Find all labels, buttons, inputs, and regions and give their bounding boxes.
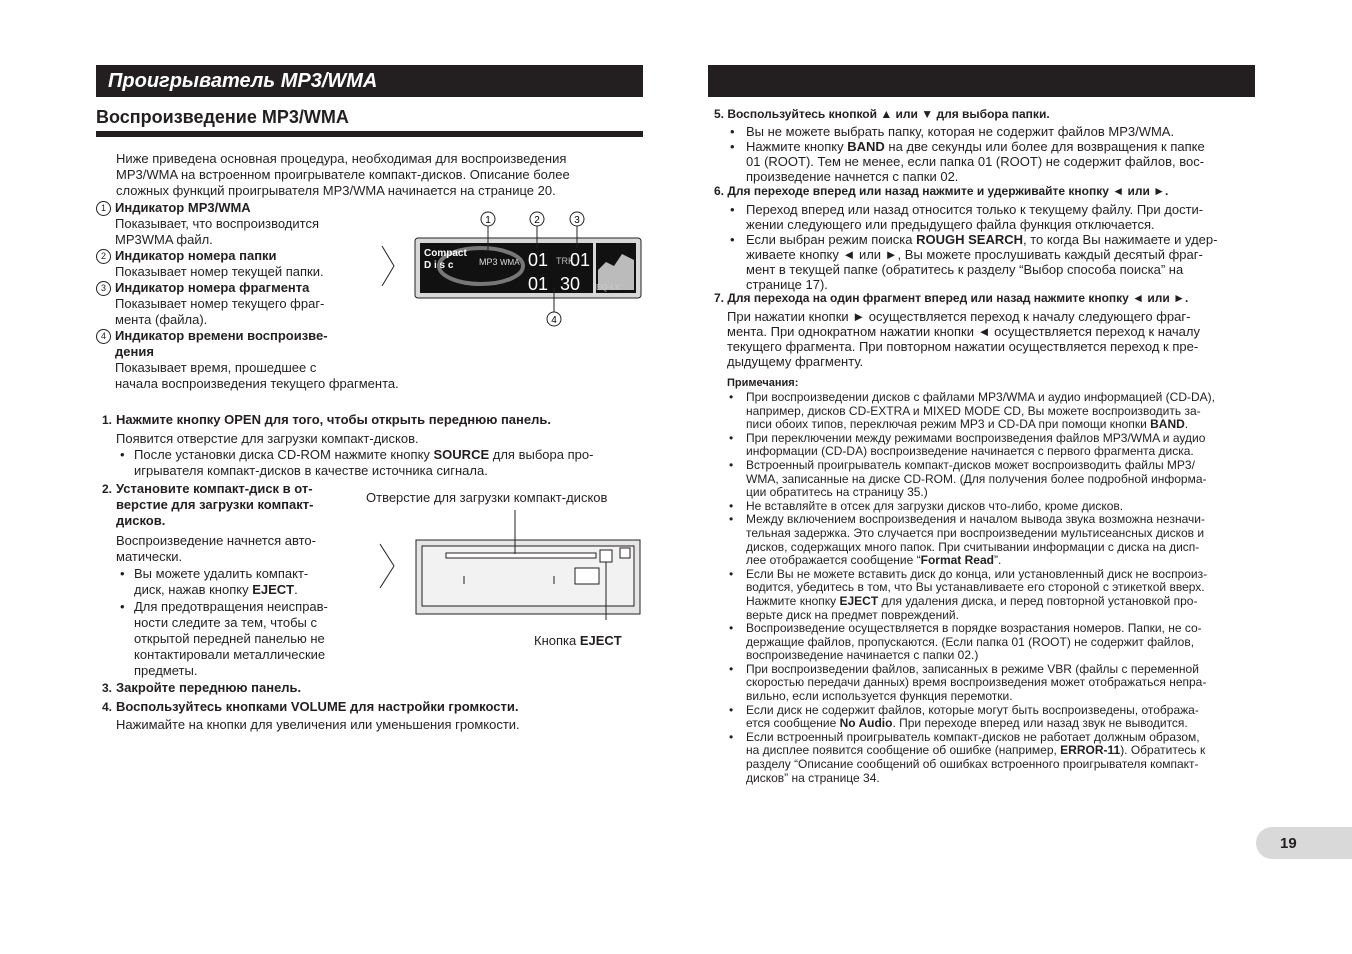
step-number: 2. — [102, 482, 113, 496]
bullet-icon: • — [730, 232, 735, 247]
text: тельная задержка. Это случается при воспроизведении мультисеансных дисков и — [746, 525, 1205, 540]
step-2-title — [116, 481, 313, 529]
text: Нажмите кнопку — [746, 139, 848, 154]
text: . При переходе вперед или назад звук не выводится. — [892, 716, 1188, 731]
text: например, дисков CD-EXTRA и MIXED MODE CD, Вы можете воспроизводить за- — [746, 403, 1201, 418]
indicator-title: Индикатор номера фрагмента — [115, 280, 310, 296]
text: дисков. — [116, 513, 166, 528]
callout-number: 2 — [534, 215, 540, 226]
step-6-bullet-1 — [746, 202, 1203, 232]
text: ции обратитесь на страницу 35.) — [746, 485, 928, 500]
text-bold: Format Read — [920, 553, 994, 568]
indicator-desc: Показывает время, прошедшее с — [115, 360, 317, 376]
note — [729, 622, 1259, 663]
bullet-icon: • — [120, 599, 125, 614]
text: 01 (ROOT). Тем не менее, если папка 01 (ROOT) не содержит файлов, вос- — [746, 154, 1205, 169]
trk-label: TRK — [556, 256, 574, 266]
text: . — [294, 582, 298, 597]
compact-logo: Compact — [424, 248, 467, 259]
text: WMA, записанные на диске CD-ROM. (Для получения более подробной информа- — [746, 471, 1207, 486]
indicator-desc: Показывает номер текущего фраг- — [115, 296, 325, 312]
indicator-title: дения — [115, 344, 154, 360]
text: предметы. — [134, 663, 198, 678]
text: ется сообщение — [746, 716, 840, 731]
text: Не вставляйте в отсек для загрузки дисков что-либо, кроме дисков. — [746, 498, 1124, 513]
text: для выбора про- — [489, 447, 594, 462]
callout-number: 4 — [551, 315, 557, 326]
step-3-title: Закройте переднюю панель. — [116, 680, 302, 695]
callout-number: 4 — [96, 329, 111, 344]
text: скоростью передачи данных) время воспроизведения может отображаться непра- — [746, 675, 1207, 690]
text: произведение начнется с папки 02. — [746, 169, 959, 184]
eject-label — [534, 633, 622, 649]
note — [729, 513, 1259, 567]
text: дисков, содержащих много папок. При считывании информации с диска на дисп- — [746, 539, 1200, 554]
section-title: Воспроизведение MP3/WMA — [96, 107, 349, 127]
text: информации (CD-DA) воспроизведение начинается с первого фрагмента диска. — [746, 444, 1194, 459]
indicator-title: Индикатор MP3/WMA — [115, 200, 251, 215]
text-bold: EJECT — [252, 582, 295, 597]
text: мента. При однократном нажатии кнопки ◄ осуществляется переход к началу — [727, 324, 1200, 339]
step-number: 3. — [102, 681, 113, 695]
step-5-bullet-2 — [746, 139, 1205, 184]
text: верстие для загрузки компакт- — [116, 497, 314, 512]
text: Встроенный проигрыватель компакт-дисков может воспроизводить файлы MP3/ — [746, 457, 1195, 472]
folder-number: 01 — [528, 250, 549, 270]
bullet-icon: • — [120, 447, 125, 462]
step-number: 1. — [102, 413, 113, 427]
text: Установите компакт-диск в от- — [116, 481, 313, 496]
display-illustration — [378, 208, 648, 332]
text-bold: BAND — [847, 139, 885, 154]
indicator-desc: MP3WMA файл. — [115, 232, 213, 248]
text: Если Вы не можете вставить диск до конца, или установленный диск не воспроиз- — [746, 566, 1208, 581]
intro-line: сложных функций проигрывателя MP3/WMA начинается на странице 20. — [116, 183, 556, 198]
text: Если выбран режим поиска — [746, 232, 917, 247]
intro-line: Ниже приведена основная процедура, необходимая для воспроизведения — [116, 151, 567, 166]
bullet-icon: • — [729, 729, 734, 744]
text: писи обоих типов, переключая режим MP3 и CD-DA при помощи кнопки — [746, 417, 1151, 432]
text: Кнопка — [534, 633, 580, 648]
text-bold: BAND — [1150, 417, 1185, 432]
text: Между включением воспроизведения и началом вывода звука возможна незначи- — [746, 512, 1205, 527]
note — [729, 568, 1259, 622]
note — [729, 432, 1259, 459]
note — [729, 500, 1259, 514]
bullet-icon: • — [729, 498, 734, 513]
notes-title: Примечания: — [727, 377, 799, 389]
step-7-text — [727, 309, 1200, 369]
indicator-title: Индикатор времени воспроизве- — [115, 328, 328, 344]
step-5-title: 5. Воспользуйтесь кнопкой ▲ или ▼ для выбора папки. — [714, 107, 1050, 121]
step-5-bullet-1: Вы не можете выбрать папку, которая не содержит файлов MP3/WMA. — [746, 124, 1175, 139]
note — [729, 731, 1259, 785]
text: Нажмите кнопку — [746, 593, 840, 608]
bullet-icon: • — [729, 566, 734, 581]
intro-text — [116, 151, 636, 199]
disc-logo: D i s c — [424, 260, 454, 271]
text: дыдущему фрагменту. — [727, 354, 864, 369]
bullet-icon: • — [730, 202, 735, 217]
text-bold: No Audio — [839, 716, 893, 731]
text: мент в текущей папке (обратитесь к разделу “Выбор способа поиска” на — [746, 262, 1184, 277]
cd-unit-illustration — [378, 508, 644, 620]
text: ”. — [993, 553, 1002, 568]
track-number: 01 — [570, 250, 591, 270]
text: При нажатии кнопки ► осуществляется переход к началу следующего фраг- — [727, 309, 1191, 324]
bullet-icon: • — [120, 566, 125, 581]
step-1-title: Нажмите кнопку OPEN для того, чтобы открыть переднюю панель. — [116, 412, 551, 427]
bullet-icon: • — [729, 457, 734, 472]
small-button-graphic — [620, 548, 630, 558]
arrow-icon — [382, 246, 394, 286]
text: для удаления диска, и перед повторной установкой про- — [878, 593, 1198, 608]
step-2-bullet-1 — [134, 566, 308, 598]
text: разделу “Описание сообщений об ошибках встроенного проигрывателя компакт- — [746, 757, 1199, 772]
step-2-bullet-2 — [134, 599, 328, 679]
note — [729, 391, 1259, 432]
indicator-desc: начала воспроизведения текущего фрагмента. — [115, 376, 399, 392]
text: живаете кнопку ◄ или ►, Вы можете прослушивать каждый десятый фраг- — [746, 247, 1203, 262]
eject-button-graphic — [600, 550, 612, 562]
text: открытой передней панелью не — [134, 631, 325, 646]
slot-label: Отверстие для загрузки компакт-дисков — [366, 490, 608, 505]
step-4-text: Нажимайте на кнопки для увеличения или уменьшения громкости. — [116, 717, 520, 732]
text-bold: EJECT — [839, 593, 879, 608]
text: странице 17). — [746, 277, 828, 292]
text-bold: ERROR-11 — [1060, 743, 1121, 758]
text: текущего фрагмента. При повторном нажатии осуществляется переход к пре- — [727, 339, 1199, 354]
text: дисков” на странице 34. — [746, 770, 880, 785]
step-6-bullet-2 — [746, 232, 1217, 292]
text: на две секунды или более для возвращения к папке — [884, 139, 1205, 154]
callout-number: 1 — [485, 215, 491, 226]
bullet-icon: • — [730, 139, 735, 154]
text: диск, нажав кнопку — [134, 582, 253, 597]
callout-number: 2 — [96, 249, 111, 264]
page-number-tab — [1256, 827, 1352, 859]
text: водится, убедитесь в том, что Вы устанавливаете его стороной с этикеткой вверх. — [746, 580, 1205, 595]
callout-number: 3 — [574, 215, 580, 226]
step-2-text — [116, 533, 316, 565]
bullet-icon: • — [730, 124, 735, 139]
indicator-desc: Показывает, что воспроизводится — [115, 216, 319, 232]
indicator-title: Индикатор номера папки — [115, 248, 277, 264]
text: ). Обратитесь к — [1120, 743, 1206, 758]
disc-slot — [446, 553, 596, 558]
notes-list — [729, 391, 1259, 785]
step-4-title: Воспользуйтесь кнопками VOLUME для настройки громкости. — [116, 699, 519, 714]
left-header-title: Проигрыватель MP3/WMA — [108, 70, 378, 92]
left-header-bar — [96, 65, 643, 97]
text: матически. — [116, 549, 183, 564]
eq-indicator: EQ-LX — [596, 283, 621, 292]
text: При воспроизведении файлов, записанных в режиме VBR (файлы с переменной — [746, 661, 1199, 676]
text: . — [1184, 417, 1189, 432]
text: на дисплее появится сообщение об ошибке (например, — [746, 743, 1061, 758]
text-bold: ROUGH SEARCH — [916, 232, 1024, 247]
text-bold: SOURCE — [433, 447, 490, 462]
text: Воспроизведение начнется авто- — [116, 533, 316, 548]
wma-indicator: WMA — [500, 258, 520, 267]
text: Для предотвращения неисправ- — [134, 599, 328, 614]
step-7-title: 7. Для перехода на один фрагмент вперед или назад нажмите кнопку ◄ или ►. — [714, 291, 1189, 305]
text-bold: EJECT — [579, 633, 622, 648]
mp3-indicator: MP3 — [479, 257, 498, 267]
bullet-icon: • — [729, 390, 734, 404]
right-header-bar — [708, 65, 1255, 97]
callout-number: 3 — [96, 281, 111, 296]
bullet-icon: • — [729, 621, 734, 636]
bullet-icon: • — [729, 430, 734, 445]
indicator-desc: Показывает номер текущей папки. — [115, 264, 324, 280]
text: При переключении между режимами воспроизведения файлов MP3/WMA и аудио — [746, 430, 1206, 445]
bullet-icon: • — [729, 702, 734, 717]
step-number: 4. — [102, 700, 113, 714]
indicator-desc: мента (файла). — [115, 312, 208, 328]
bullet-icon: • — [729, 661, 734, 676]
time-minutes: 01 — [528, 274, 549, 294]
text: Вы можете удалить компакт- — [134, 566, 309, 581]
text: Если диск не содержит файлов, которые могут быть воспроизведены, отобража- — [746, 702, 1199, 717]
text: жении следующего или предыдущего файла функция отключается. — [746, 217, 1155, 232]
text: Переход вперед или назад относится только к текущему файлу. При дости- — [746, 202, 1204, 217]
note — [729, 459, 1259, 500]
text: , то когда Вы нажимаете и удер- — [1023, 232, 1218, 247]
note — [729, 663, 1259, 704]
text: Если встроенный проигрыватель компакт-дисков не работает должным образом, — [746, 729, 1200, 744]
text: держащие файлов, пропускаются. (Если папка 01 (ROOT) не содержит файлов, — [746, 634, 1195, 649]
text: верьте диск на предмет повреждений. — [746, 607, 959, 622]
step-6-title: 6. Для переходе вперед или назад нажмите и удерживайте кнопку ◄ или ►. — [714, 184, 1169, 198]
bullet-icon: • — [729, 512, 734, 527]
text: лее отображается сообщение “ — [746, 553, 921, 568]
arrow-icon — [380, 544, 394, 588]
step-1-bullet — [134, 447, 644, 479]
note — [729, 704, 1259, 731]
text: вильно, если используется функция перемотки. — [746, 689, 1013, 704]
text: При воспроизведении дисков с файлами MP3/WMA и аудио информацией (CD-DA), — [746, 390, 1215, 404]
text: игрывателя компакт-дисков в качестве источника сигнала. — [134, 463, 488, 478]
text: воспроизведение начинается с папки 02.) — [746, 648, 979, 663]
switch-block-graphic — [575, 568, 599, 584]
callout-number: 1 — [96, 201, 111, 216]
page-number: 19 — [1280, 835, 1297, 852]
text: Воспроизведение осуществляется в порядке возрастания номеров. Папки, не со- — [746, 621, 1202, 636]
time-seconds: 30 — [560, 274, 581, 294]
step-1-text: Появится отверстие для загрузки компакт-дисков. — [116, 431, 419, 446]
text: После установки диска CD-ROM нажмите кнопку — [134, 447, 434, 462]
text: контактировали металлические — [134, 647, 326, 662]
intro-line: MP3/WMA на встроенном проигрывателе компакт-дисков. Описание более — [116, 167, 570, 182]
text: ности следите за тем, чтобы с — [134, 615, 317, 630]
section-rule — [96, 131, 643, 137]
